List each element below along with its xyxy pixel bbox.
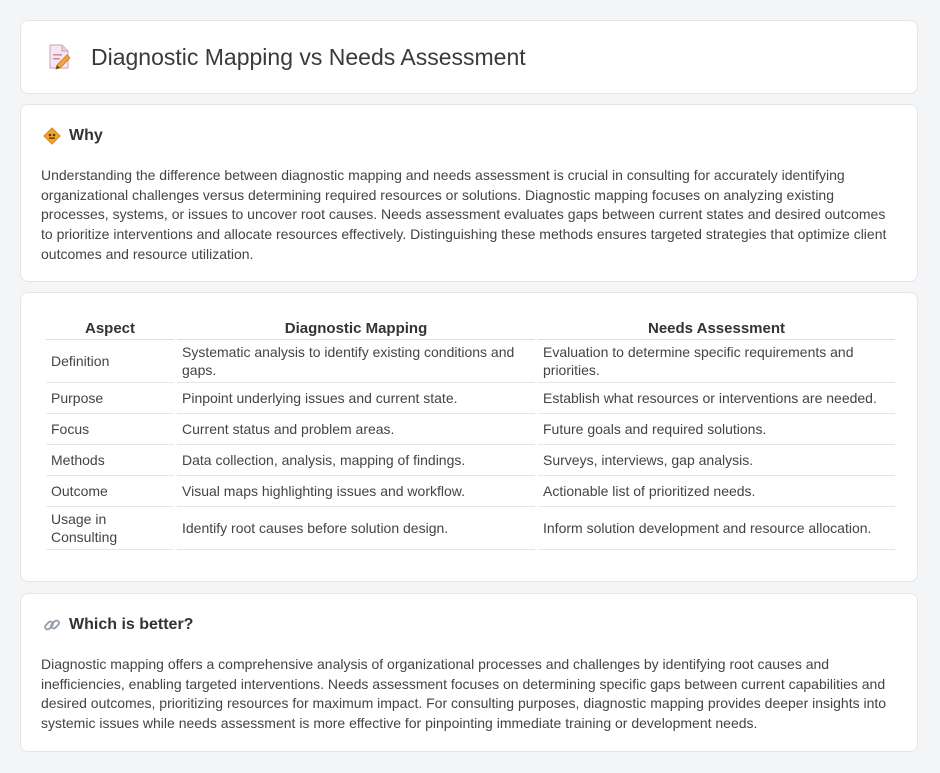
comparison-table [43, 315, 898, 550]
needs-cell: Evaluation to determine specific requirements and priorities. [538, 340, 895, 383]
better-text: Diagnostic mapping offers a comprehensive analysis of organizational processes and challenges by identifying root causes and inefficiencies, enabling targeted interventions. Needs assessment focuses on determining specific gaps between current capabilities and desired outcomes, prioritizing resources for maximum impact. For consulting purposes, diagnostic mapping provides deeper insights into systemic issues while needs assessment is more effective for pinpointing immediate training or development needs. [41, 656, 887, 732]
needs-cell: Establish what resources or interventions are needed. [538, 383, 895, 414]
why-text: Understanding the difference between diagnostic mapping and needs assessment is crucial in consulting for accurately identifying organizational challenges versus determining required resources or solutions. Diagnostic mapping focuses on analyzing existing processes, systems, or issues to uncover root causes. Needs assessment evaluates gaps between current states and desired outcomes to prioritize interventions and allocate resources effectively. Distinguishing these methods ensures targeted strategies that optimize client outcomes and resource utilization. [41, 167, 887, 262]
aspect-cell: Purpose [46, 383, 174, 414]
table-row [46, 445, 895, 476]
link-icon [43, 616, 61, 634]
aspect-cell: Definition [46, 340, 174, 383]
needs-cell: Actionable list of prioritized needs. [538, 476, 895, 507]
header-diagnostic-mapping: Diagnostic Mapping [177, 315, 535, 340]
aspect-cell: Focus [46, 414, 174, 445]
header-needs-assessment: Needs Assessment [538, 315, 895, 340]
header-aspect: Aspect [46, 315, 174, 340]
table-row [46, 414, 895, 445]
table-row [46, 507, 895, 550]
title-row [47, 43, 526, 71]
diagnostic-cell: Data collection, analysis, mapping of findings. [177, 445, 535, 476]
header-card [20, 20, 918, 94]
aspect-cell: Outcome [46, 476, 174, 507]
document-pencil-icon [47, 43, 71, 71]
why-heading [43, 127, 103, 145]
aspect-cell: Methods [46, 445, 174, 476]
table-header-row [46, 315, 895, 340]
needs-cell: Surveys, interviews, gap analysis. [538, 445, 895, 476]
aspect-cell: Usage in Consulting [46, 507, 174, 550]
table-row [46, 383, 895, 414]
page-title: Diagnostic Mapping vs Needs Assessment [91, 43, 526, 70]
comparison-card [20, 292, 918, 582]
better-card [20, 593, 918, 752]
diamond-sign-icon [43, 127, 61, 145]
needs-cell: Future goals and required solutions. [538, 414, 895, 445]
table-row [46, 340, 895, 383]
diagnostic-cell: Visual maps highlighting issues and workflow. [177, 476, 535, 507]
better-title: Which is better? [69, 616, 194, 633]
diagnostic-cell: Current status and problem areas. [177, 414, 535, 445]
needs-cell: Inform solution development and resource allocation. [538, 507, 895, 550]
diagnostic-cell: Systematic analysis to identify existing conditions and gaps. [177, 340, 535, 383]
why-title: Why [69, 127, 103, 144]
diagnostic-cell: Pinpoint underlying issues and current state. [177, 383, 535, 414]
diagnostic-cell: Identify root causes before solution design. [177, 507, 535, 550]
better-heading [43, 616, 193, 634]
table-row [46, 476, 895, 507]
why-card [20, 104, 918, 282]
